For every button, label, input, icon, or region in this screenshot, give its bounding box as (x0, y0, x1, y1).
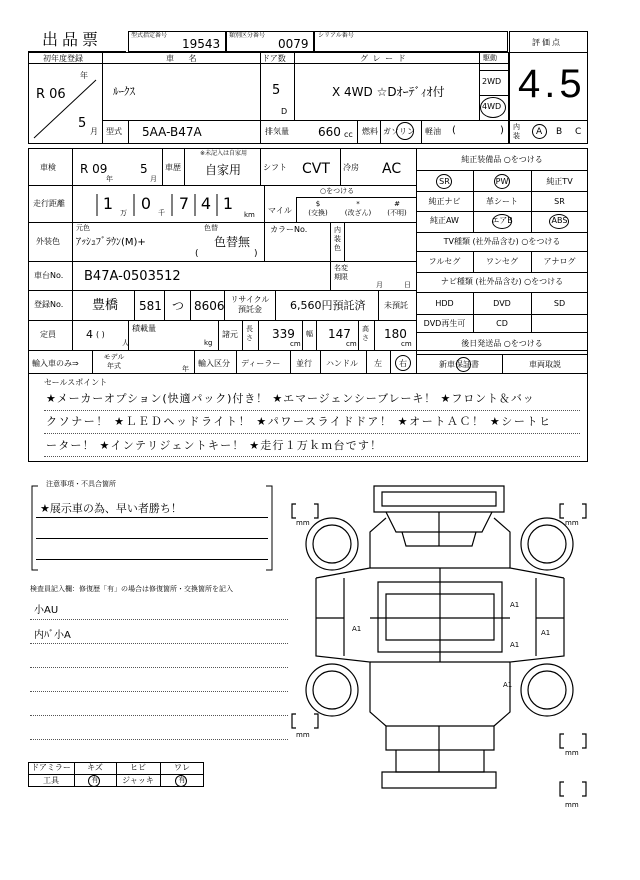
recycle-value: 6,560円預託済 (290, 299, 366, 312)
height-label: 高 さ (362, 325, 369, 342)
model-year-mark: 年 (182, 365, 189, 373)
recycle-label: リサイクル 預託金 (230, 295, 270, 314)
fuel-circle (396, 122, 414, 140)
class-label: 類別区分番号 (229, 32, 266, 39)
model-label: 型式 (106, 127, 122, 136)
width-value: 147 (328, 327, 351, 341)
unit-rear-left: mm (296, 731, 310, 739)
width-label: 幅 (306, 330, 313, 338)
history-note: ※未記入は自家用 (200, 150, 248, 157)
reg-label: 登録No. (34, 300, 64, 309)
damage-mark: A1 (352, 625, 362, 633)
color-change-label: 色替 (204, 224, 218, 232)
interior-c: C (575, 127, 582, 137)
equip-abs: ABS (551, 216, 568, 225)
length-value: 339 (272, 327, 295, 341)
title-change-day: 日 (404, 281, 411, 289)
drive-4wd: 4WD (482, 102, 502, 111)
right-label: 右 (399, 359, 407, 368)
navi-hdd: HDD (435, 299, 454, 308)
inspection-month-mark: 月 (150, 175, 157, 183)
navi-sd: SD (553, 299, 566, 308)
later-manual: 車両取説 (529, 360, 561, 369)
load-unit: kg (204, 339, 213, 347)
title-change-month: 月 (376, 281, 383, 289)
first-reg-month-mark: 月 (90, 127, 98, 136)
load-label: 積載量 (132, 324, 156, 333)
unit-bottom: mm (565, 801, 579, 809)
reg-number: 8606 (194, 299, 225, 313)
interior-b: B (556, 127, 563, 137)
mileage-km: km (244, 211, 255, 219)
legend-mirror: ドアミラー (31, 763, 71, 772)
color-no-label: カラーNo. (270, 225, 308, 234)
mileage-sen: 千 (158, 209, 165, 217)
mileage-label: 走行距離 (33, 199, 65, 208)
right-circle (395, 355, 411, 371)
sales-label: セールスポイント (44, 378, 108, 387)
navi-header: ナビ種類 (社外品含む) ○をつける (440, 277, 564, 286)
ac-label: 冷房 (343, 163, 359, 172)
legend-tools: 工具 (43, 776, 59, 785)
damage-mark: A1 (510, 641, 520, 649)
length-unit: cm (290, 340, 301, 348)
drive-label: 駆動 (483, 54, 497, 62)
displacement-unit: cc (344, 130, 353, 139)
height-unit: cm (401, 340, 412, 348)
reg-kana: つ (172, 299, 185, 313)
height-value: 180 (384, 327, 407, 341)
first-reg-label: 初年度登録 (43, 54, 83, 63)
navi-cd: CD (496, 319, 508, 328)
equip-leather: 革シート (486, 197, 518, 206)
meter-note: ○をつける (320, 187, 355, 195)
legend-jack-have: 有 (178, 776, 186, 784)
unit-front-left: mm (296, 519, 310, 527)
later-warranty: 新車保証書 (439, 360, 479, 369)
sales-line-1: ★メーカーオプション(快適パック)付き！ ★エマージェンシーブレーキ！ ★フロント＆バッ (46, 392, 535, 405)
color-change-value: 色替無 (214, 235, 251, 249)
doors-value: 5 (272, 83, 281, 98)
equip-pw: PW (495, 177, 509, 186)
legend-tools-circle (88, 775, 100, 787)
equip-sr: SR (439, 177, 450, 186)
type-cert-label: 型式指定番号 (131, 32, 168, 39)
color-value: ｱｯｼｭﾌﾞﾗｳﾝ(M)+ (76, 237, 146, 248)
tv-one: ワンセグ (486, 257, 518, 266)
inspection-month: 5 (140, 162, 148, 176)
dims-label: 諸元 (222, 330, 238, 339)
score-label: 評価点 (532, 38, 562, 47)
color-paren: ( (195, 249, 199, 259)
model-value: 5AA-B47A (142, 125, 202, 139)
damage-mark: A1 (541, 629, 551, 637)
damage-mark: A1 (503, 681, 513, 689)
mileage-digit: 1 (102, 194, 114, 213)
car-name-label: 車 名 (166, 54, 203, 63)
history-label: 車歴 (165, 163, 181, 172)
first-reg-era: R 06 (36, 87, 66, 102)
swap-label: $ (交換) (308, 200, 328, 217)
navi-dvd-play: DVD再生可 (423, 319, 466, 328)
chassis-value: B47A-0503512 (84, 269, 181, 284)
score-value: 4.5 (518, 62, 586, 106)
inspection-year-mark: 年 (106, 175, 113, 183)
mileage-digit: 7 (178, 194, 190, 213)
interior-label: 内装 (513, 123, 520, 140)
mileage-man: 万 (120, 209, 127, 217)
equip-airbag: エアB (491, 216, 513, 225)
drive-2wd: 2WD (482, 77, 502, 86)
first-reg-month: 5 (78, 116, 87, 131)
drive-4wd-circle (480, 97, 506, 118)
genuine-header: 純正装備品 ○をつける (461, 155, 543, 164)
legend-crack: ヒビ (130, 763, 146, 772)
unit-rear-right: mm (565, 749, 579, 757)
fuel-light: 軽油 (425, 127, 441, 136)
shift-label: シフト (263, 163, 287, 172)
later-header: 後日発送品 ○をつける (461, 339, 543, 348)
type-cert-value: 19543 (182, 37, 221, 51)
fuel-label: 燃料 (362, 127, 378, 136)
sales-line-2: クソナー！ ★ＬＥＤヘッドライト！ ★パワースライドドア！ ★オートＡＣ！ ★シートヒ (46, 415, 552, 428)
legend-break: ワレ (174, 763, 190, 772)
tv-full: フルセグ (428, 257, 461, 266)
color-paren-close: ) (254, 249, 258, 259)
car-name-value: ﾙｰｸｽ (113, 85, 135, 98)
mileage-digit: 1 (222, 194, 234, 213)
equip-tv: 純正TV (546, 177, 573, 186)
class-value: 0079 (278, 37, 309, 51)
color-label: 外装色 (36, 237, 60, 246)
inspection-value: R 09 (80, 162, 108, 176)
capacity-unit: 人 (122, 339, 129, 347)
mile-label: マイル (268, 206, 292, 215)
handle-label: ハンドル (326, 359, 358, 368)
legend-jack-circle (175, 775, 187, 787)
legend-scratch: キズ (87, 763, 103, 772)
interior-color-label: 内 装 色 (334, 226, 341, 252)
doors-suffix: D (281, 107, 288, 116)
interior-a-circle (532, 124, 547, 139)
shift-value: CVT (302, 161, 330, 177)
length-label: 長 さ (246, 325, 253, 342)
tv-header: TV種類 (社外品含む) ○をつける (443, 237, 561, 246)
grade-label: グ レ ー ド (360, 54, 407, 63)
fuel-value: ガソリン (383, 127, 415, 136)
equip-sr2: SR (554, 197, 565, 206)
mileage-digit: 4 (200, 194, 212, 213)
inspection-label: 車検 (40, 163, 56, 172)
mileage-digit: 0 (140, 194, 152, 213)
capacity-label: 定員 (40, 330, 56, 339)
capacity-value: 4 (86, 328, 93, 341)
tv-analog: アナログ (543, 257, 576, 266)
dealer-label: ディーラー (241, 359, 281, 368)
notes-label: 注意事項・不具合箇所 (46, 480, 116, 488)
sheet-title: 出品票 (42, 30, 103, 49)
notes-text: ★展示車の為、早い者勝ち！ (40, 502, 182, 515)
displacement-value: 660 (318, 125, 341, 139)
car-diagram (286, 472, 596, 812)
pending-label: 未預託 (384, 301, 408, 310)
equip-pw-circle (494, 174, 510, 189)
model-year-label: モデル 年式 (103, 353, 125, 370)
serial-label: シリアル番号 (318, 32, 354, 39)
import-class-label: 輸入区分 (198, 359, 230, 368)
fuel-paren: ( (452, 125, 456, 136)
legend-jack: ジャッキ (122, 776, 154, 785)
mileage-digit-separators (76, 190, 244, 220)
parallel-label: 並行 (296, 359, 312, 368)
grade-value: X 4WD ☆Dｵｰﾃﾞｨｵ付 (332, 85, 445, 99)
later-warranty-circle (456, 357, 471, 372)
legend-tools-have: 有 (91, 776, 99, 784)
orig-color-label: 元色 (76, 224, 90, 232)
doors-label: ドア数 (262, 54, 286, 63)
inspector-line-1: 小AU (34, 605, 59, 616)
sales-line-3: ーター！ ★インテリジェントキー！ ★走行１万ｋｍ台です！ (46, 439, 383, 452)
equip-sr-circle (436, 174, 452, 189)
unit-front-right: mm (565, 519, 579, 527)
damage-mark: A1 (510, 601, 520, 609)
unknown-label: # (不明) (387, 200, 407, 217)
equip-aw: 純正AW (430, 216, 459, 225)
fuel-paren-close: ) (500, 125, 504, 136)
interior-a: A (536, 127, 543, 137)
title-change-label: 名変 期限 (334, 264, 348, 281)
reg-area: 豊橋 (92, 298, 119, 313)
history-value: 自家用 (205, 163, 242, 177)
first-reg-year-mark: 年 (80, 71, 88, 80)
capacity-paren: ( ) (96, 330, 105, 339)
import-label: 輸入車のみ⇒ (32, 359, 79, 368)
width-unit: cm (346, 340, 357, 348)
ac-value: AC (382, 161, 402, 177)
navi-dvd: DVD (493, 299, 511, 308)
reg-class: 581 (139, 299, 162, 313)
equip-abs-circle (549, 214, 569, 229)
left-label: 左 (374, 359, 382, 368)
displacement-label: 排気量 (265, 127, 289, 136)
inspector-line-2: 内ﾊﾞ小A (34, 630, 71, 641)
equip-airbag-circle (492, 214, 512, 229)
equipment-panel (416, 148, 588, 374)
chassis-label: 車台No. (34, 271, 64, 280)
inspector-label: 検査員記入欄：修復歴「有」の場合は修復箇所・交換箇所を記入 (30, 585, 233, 593)
tamper-label: * (改ざん) (344, 200, 372, 217)
equip-navi: 純正ナビ (428, 197, 461, 206)
notes-bracket (30, 484, 280, 574)
